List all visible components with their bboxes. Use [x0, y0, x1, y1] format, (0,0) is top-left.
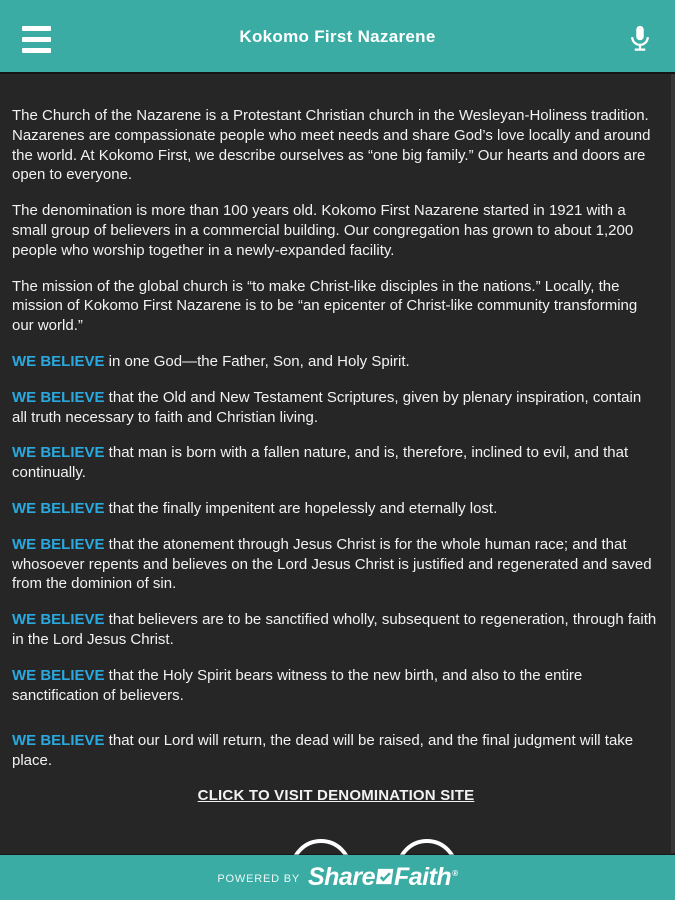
- belief-text: that man is born with a fallen nature, and is, therefore, inclined to evil, and that continually.: [12, 444, 629, 482]
- about-content: [0, 72, 675, 855]
- email-button[interactable]: [290, 839, 352, 855]
- microphone-icon[interactable]: [623, 20, 657, 58]
- intro-paragraph: The Church of the Nazarene is a Protestant Christian church in the Wesleyan-Holiness tradition. Nazarenes are compassionate people who meet needs and share God’s love locally and around the world. At Kokomo First, we describe ourselves as “one big family.” Our hearts and doors are open to everyone.: [12, 107, 651, 184]
- intro-paragraph: The mission of the global church is “to make Christ-like disciples in the nations.” Locally, the mission of Kokomo First Nazarene is to be “an epicenter of Christ-like community transforming our world.”: [12, 277, 638, 335]
- denomination-site-link[interactable]: CLICK TO VISIT DENOMINATION SITE: [197, 786, 475, 804]
- belief-statement: [12, 443, 660, 483]
- belief-statement: [12, 499, 660, 519]
- sharefaith-logo-faith: Faith: [393, 863, 452, 891]
- belief-text: that believers are to be sanctified wholly, subsequent to regeneration, through faith in the Lord Jesus Christ.: [12, 611, 657, 648]
- hamburger-menu-icon[interactable]: [22, 26, 51, 53]
- scrollbar[interactable]: [671, 74, 675, 853]
- we-believe-label: WE BELIEVE: [12, 611, 105, 629]
- we-believe-label: WE BELIEVE: [12, 352, 105, 370]
- belief-statement: [12, 388, 660, 428]
- belief-text: that the finally impenitent are hopelessly and eternally lost.: [104, 499, 498, 517]
- belief-statement: [12, 352, 660, 372]
- we-believe-label: WE BELIEVE: [12, 444, 105, 462]
- belief-text: that our Lord will return, the dead will be raised, and the final judgment will take place.: [12, 732, 634, 770]
- phone-button[interactable]: [396, 839, 458, 855]
- belief-statement: [12, 731, 660, 771]
- we-believe-label: WE BELIEVE: [12, 535, 105, 553]
- powered-by-label: POWERED BY: [217, 873, 300, 885]
- app-footer: [0, 855, 675, 900]
- belief-text: that the atonement through Jesus Christ is for the whole human race; and that whosoever repents and believes on the Lord Jesus Christ is justified and regenerated and saved from the dominion of sin.: [12, 535, 652, 593]
- belief-text: that the Holy Spirit bears witness to the new birth, and also to the entire sanctification of believers.: [12, 666, 583, 704]
- belief-text: that the Old and New Testament Scriptures, given by plenary inspiration, contain all truth necessary to faith and Christian living.: [12, 388, 642, 426]
- we-believe-label: WE BELIEVE: [12, 732, 105, 750]
- we-believe-label: WE BELIEVE: [12, 499, 105, 517]
- we-believe-label: WE BELIEVE: [12, 666, 105, 684]
- we-believe-label: WE BELIEVE: [12, 388, 105, 406]
- belief-statement: [12, 610, 660, 650]
- contact-buttons: [50, 839, 675, 855]
- sharefaith-logo: [308, 863, 458, 892]
- registered-mark: ®: [452, 869, 458, 878]
- page-title: Kokomo First Nazarene: [239, 27, 436, 46]
- intro-paragraph: The denomination is more than 100 years old. Kokomo First Nazarene started in 1921 with a small group of believers in a commercial building. Our congregation has grown to about 1,200 people who worship together in a newly-expanded facility.: [12, 202, 634, 259]
- belief-text: in one God—the Father, Son, and Holy Spirit.: [104, 352, 410, 370]
- sharefaith-logo-share: Share: [307, 863, 375, 891]
- app-header: [0, 0, 675, 72]
- belief-statement: [12, 535, 660, 594]
- sharefaith-logo-icon: [373, 866, 397, 887]
- belief-statement: [12, 666, 660, 706]
